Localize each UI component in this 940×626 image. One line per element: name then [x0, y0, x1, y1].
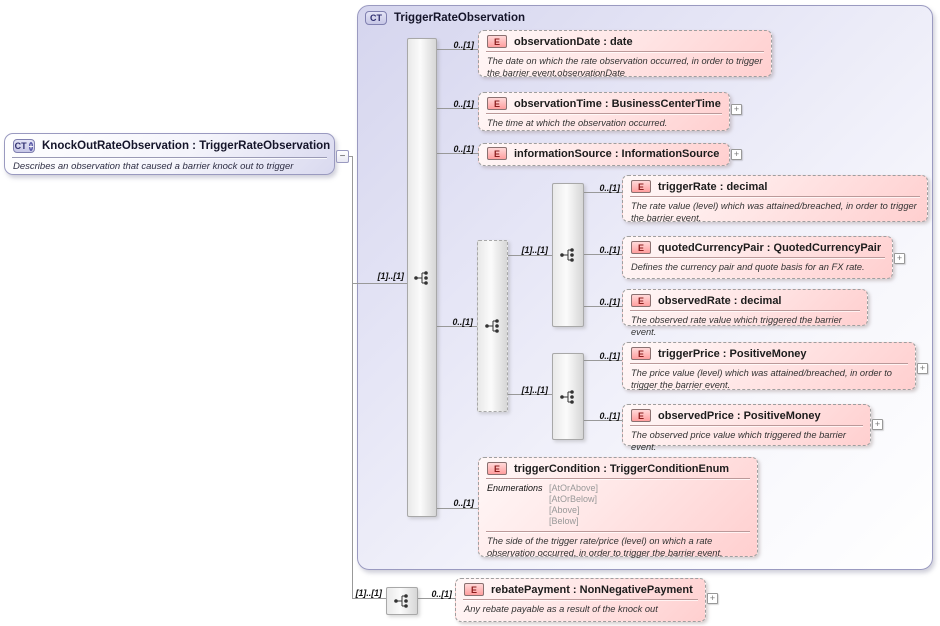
enum-value: [Above]: [549, 504, 580, 515]
sequence-icon: [559, 389, 577, 405]
element-description: Defines the currency pair and quote basis for an FX rate.: [631, 262, 865, 272]
root-description: Describes an observation that caused a barrier knock out to trigger: [13, 161, 294, 172]
element-title: observedPrice : PositiveMoney: [658, 409, 821, 422]
enum-value: [AtOrBelow]: [549, 493, 598, 504]
element-title: observedRate : decimal: [658, 294, 782, 307]
multiplicity-label: 0..[1]: [599, 351, 620, 361]
expand-button[interactable]: +: [917, 363, 928, 374]
element-triggercondition[interactable]: [478, 457, 758, 557]
multiplicity-label: [1]..[1]: [355, 588, 382, 598]
element-triggerprice[interactable]: [622, 342, 916, 390]
complextype-icon: CT: [365, 11, 387, 25]
multiplicity-label: [1]..[1]: [521, 385, 548, 395]
element-title: triggerRate : decimal: [658, 180, 768, 193]
connector-line: [352, 283, 407, 284]
element-observedrate[interactable]: [622, 289, 868, 338]
element-icon: E: [631, 409, 651, 422]
multiplicity-label: 0..[1]: [453, 99, 474, 109]
expand-button[interactable]: +: [731, 104, 742, 115]
expand-button[interactable]: +: [707, 593, 718, 604]
complextype-plus-icon: CT +: [14, 141, 34, 151]
enumerations-label: Enumerations: [487, 483, 543, 493]
element-icon: E: [487, 97, 507, 110]
sequence-icon: [393, 593, 411, 609]
multiplicity-label: 0..[1]: [599, 297, 620, 307]
container-header: [365, 11, 525, 25]
enum-value: [AtOrAbove]: [549, 483, 599, 493]
element-triggerrate[interactable]: [622, 175, 928, 222]
sequence-group-bar-root[interactable]: [407, 38, 437, 517]
element-title: triggerPrice : PositiveMoney: [658, 347, 807, 360]
element-icon: E: [631, 294, 651, 307]
element-observationtime[interactable]: [478, 92, 730, 131]
multiplicity-label: 0..[1]: [453, 144, 474, 154]
enumerations-section: [479, 479, 757, 530]
collapse-toggle[interactable]: −: [336, 150, 349, 163]
multiplicity-label: 0..[1]: [452, 317, 473, 327]
multiplicity-label: 0..[1]: [453, 40, 474, 50]
element-description: The price value (level) which was attained/breached, in order to trigger the barrier event.: [631, 368, 892, 391]
element-rebatepayment[interactable]: [455, 578, 706, 622]
element-title: quotedCurrencyPair : QuotedCurrencyPair: [658, 241, 882, 254]
sequence-group-bar-prices[interactable]: [552, 353, 584, 440]
sequence-icon: [559, 247, 577, 263]
expand-button[interactable]: +: [894, 253, 905, 264]
sequence-group-bar-rates[interactable]: [552, 183, 584, 327]
multiplicity-label: [1]..[1]: [377, 271, 404, 281]
element-title: observationDate : date: [514, 35, 633, 48]
element-icon: E: [631, 347, 651, 360]
element-icon: E: [631, 241, 651, 254]
expand-button[interactable]: +: [731, 149, 742, 160]
element-icon: E: [487, 35, 507, 48]
element-description: The observed rate value which triggered the barrier event.: [631, 315, 842, 338]
element-informationsource[interactable]: [478, 143, 730, 166]
element-description: The date on which the rate observation occurred, in order to trigger the barrier event.observationDate: [487, 56, 763, 79]
element-description: Any rebate payable as a result of the knock out: [464, 604, 658, 614]
element-icon: E: [631, 180, 651, 193]
enumeration-values: [549, 483, 598, 527]
connector-line: [352, 598, 386, 599]
multiplicity-label: 0..[1]: [599, 245, 620, 255]
expand-button[interactable]: +: [872, 419, 883, 430]
container-title: TriggerRateObservation: [394, 12, 526, 24]
connector-line: [508, 255, 552, 256]
sequence-group-box-bottom[interactable]: [386, 587, 418, 615]
enum-value: [Below]: [549, 515, 579, 526]
element-description: The observed price value which triggered the barrier event.: [631, 430, 846, 453]
element-observationdate[interactable]: [478, 30, 772, 77]
element-icon: E: [487, 462, 507, 475]
choice-icon: [484, 318, 502, 334]
connector-line: [352, 156, 353, 598]
element-description: The side of the trigger rate/price (level) on which a rate observation occurred, in order to trigger the barrier event.: [487, 535, 723, 558]
root-title: KnockOutRateObservation : TriggerRateObservation: [42, 140, 331, 152]
multiplicity-label: 0..[1]: [453, 498, 474, 508]
element-description: The time at which the observation occurred.: [487, 118, 668, 128]
element-title: rebatePayment : NonNegativePayment: [491, 583, 693, 596]
connector-line: [437, 508, 478, 509]
element-observedprice[interactable]: [622, 404, 871, 453]
element-title: triggerCondition : TriggerConditionEnum: [514, 462, 730, 475]
complextype-knockoutrateobservation-box[interactable]: [4, 133, 335, 175]
multiplicity-label: 0..[1]: [431, 589, 452, 599]
multiplicity-label: 0..[1]: [599, 411, 620, 421]
multiplicity-label: [1]..[1]: [521, 245, 548, 255]
element-title: informationSource : InformationSource: [514, 147, 720, 160]
element-description: The rate value (level) which was attained/breached, in order to trigger the barrier event.: [631, 201, 917, 224]
element-title: observationTime : BusinessCenterTime: [514, 97, 721, 110]
element-icon: E: [487, 147, 507, 160]
element-icon: E: [464, 583, 484, 596]
multiplicity-label: 0..[1]: [599, 183, 620, 193]
sequence-icon: [413, 270, 431, 286]
element-quotedcurrencypair[interactable]: [622, 236, 893, 279]
choice-group-bar[interactable]: [477, 240, 508, 412]
